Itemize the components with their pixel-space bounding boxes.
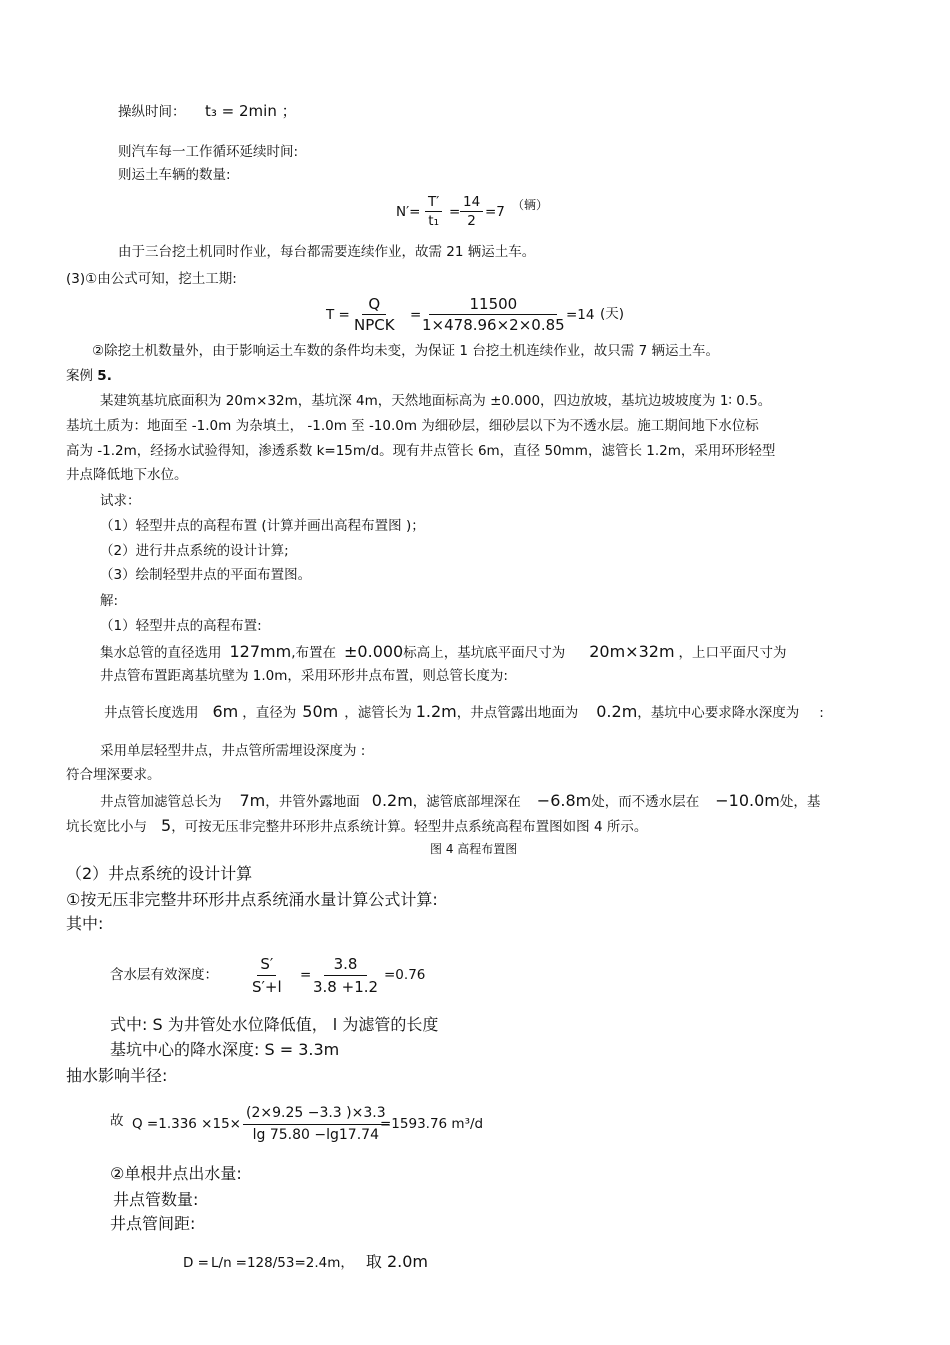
formula-q-coefficient: Q =1.336 ×15× — [132, 1116, 241, 1132]
text-case-desc-3: 高为 -1.2m，经扬水试验得知，渗透系数 k=15m/d。现有井点管长 6m，直径 50mm，滤管长 1.2m，采用环形轻型 — [66, 443, 776, 459]
text-truck-conclusion: 由于三台挖土机同时作业，每台都需要连续作业，故需 21 辆运土车。 — [118, 244, 536, 260]
formula-depth-num-1: S′ — [257, 954, 276, 976]
formula-n-fraction-1 — [425, 194, 442, 229]
formula-t-den-2: 1×478.96×2×0.85 — [422, 316, 565, 334]
text-formula-method: ①按无压非完整井环形井点系统涌水量计算公式计算: — [66, 890, 438, 909]
text-pipe-distance: 井点管布置距离基坑壁为 1.0m，采用环形井点布置，则总管长度为: — [100, 668, 508, 684]
formula-depth-result: =0.76 — [384, 967, 426, 983]
formula-d: D = L/n =128/53=2.4m， 取 2.0m — [183, 1252, 429, 1271]
formula-q-result: =1593.76 m³/d — [380, 1116, 484, 1132]
text-case-desc-1: 某建筑基坑底面积为 20m×32m，基坑深 4m，天然地面标高为 ±0.000，四边放坡，基坑边坡坡度为 1∶ 0.5。 — [100, 393, 772, 409]
formula-n-prefix: N′= — [396, 204, 421, 220]
formula-depth-label: 含水层有效深度： — [110, 967, 218, 983]
formula-t-prefix: T = — [326, 307, 350, 323]
formula-depth-den-1: S′+l — [252, 978, 282, 996]
formula-t-fraction-1 — [354, 295, 395, 334]
text-case-desc-2: 基坑土质为：地面至 -1.0m 为杂填土， -1.0m 至 -10.0m 为细砂层，细砂层以下为不透水层。施工期间地下水位标 — [66, 418, 759, 434]
formula-depth-fraction-1 — [252, 954, 282, 997]
formula-n-eq: = — [449, 204, 461, 220]
formula-depth-den-2: 3.8 +1.2 — [313, 978, 379, 996]
text-excavation-period: (3)①由公式可知，挖土工期: — [66, 271, 237, 287]
text-task-2: （2）进行井点系统的设计计算; — [100, 543, 289, 559]
text-symbol-explanation: 式中: S 为井管处水位降低值， l 为滤管的长度 — [110, 1015, 439, 1034]
text-header-pipe: 集水总管的直径选用 127mm,布置在 ±0.000标高上，基坑底平面尺寸为 20m×32m ，上口平面尺寸为 — [100, 642, 787, 661]
formula-t-eq: = — [410, 307, 422, 323]
formula-t-result: =14 — [566, 307, 595, 323]
formula-q-num: (2×9.25 −3.3 )×3.3 — [243, 1104, 389, 1125]
formula-q-prefix: 故 — [110, 1113, 124, 1129]
formula-n-unit: （辆） — [512, 198, 549, 212]
text-total-length: 井点管加滤管总长为 7m，井管外露地面 0.2m，滤管底部埋深在 −6.8m处，而不透水层在 −10.0m处，基 — [100, 791, 821, 810]
formula-t-den-1: NPCK — [354, 316, 395, 334]
formula-t-num-1: Q — [362, 295, 386, 315]
text-truck-count-label: 则运土车辆的数量: — [118, 167, 231, 183]
formula-q-fraction — [243, 1104, 389, 1145]
text-solution-1: （1）轻型井点的高程布置: — [100, 618, 262, 634]
formula-t-num-2: 11500 — [429, 295, 557, 315]
text-case-desc-4: 井点降低地下水位。 — [66, 467, 188, 483]
formula-n-result: =7 — [485, 204, 505, 220]
text-operation-time-label: 操纵时间： — [118, 104, 186, 120]
formula-n-den-2: 2 — [467, 213, 476, 229]
text-single-excavator: ②除挖土机数量外，由于影响运土车数的条件均未变，为保证 1 台挖土机连续作业，故只需 7 辆运土车。 — [92, 343, 719, 359]
formula-depth-num-2: 3.8 — [324, 954, 368, 976]
text-single-well-flow: ②单根井点出水量: — [110, 1164, 242, 1183]
formula-depth-fraction-2 — [313, 954, 378, 997]
text-well-spacing: 井点管间距: — [110, 1214, 196, 1233]
formula-t-unit: (天) — [600, 306, 625, 322]
formula-q-den: lg 75.80 −lg17.74 — [252, 1127, 379, 1143]
section-design-calc: （2）井点系统的设计计算 — [66, 864, 253, 883]
text-embed-depth: 采用单层轻型井点，井点管所需埋设深度为 : — [100, 743, 366, 759]
text-well-count: 井点管数量: — [113, 1190, 199, 1209]
text-operation-time-value: t₃ = 2min ； — [205, 102, 297, 120]
formula-n-num-1: T′ — [425, 194, 442, 212]
text-well-pipe-length: 井点管长度选用 6m ，直径为 50m ，滤管长为 1.2m，井点管露出地面为 0.2m，基坑中心要求降水深度为 : — [104, 702, 824, 721]
text-ratio: 坑长宽比小与 5，可按无压非完整井环形井点系统计算。轻型井点系统高程布置图如图 4 所示。 — [66, 816, 648, 835]
formula-depth-eq: = — [300, 967, 312, 983]
text-requirement-ok: 符合埋深要求。 — [66, 767, 161, 783]
formula-t-fraction-2 — [422, 295, 565, 334]
text-influence-radius: 抽水影响半径: — [66, 1066, 168, 1085]
text-center-drawdown: 基坑中心的降水深度: S = 3.3m — [110, 1040, 340, 1059]
formula-n-fraction-2 — [460, 194, 483, 229]
text-task-3: （3）绘制轻型井点的平面布置图。 — [100, 567, 312, 583]
text-task-1: （1）轻型井点的高程布置 (计算并画出高程布置图 )； — [100, 518, 425, 534]
case-title-label: 案例 5. — [66, 368, 112, 384]
figure-caption: 图 4 高程布置图 — [430, 842, 518, 856]
text-task-label: 试求： — [100, 493, 141, 509]
formula-n-num-2: 14 — [460, 194, 483, 212]
formula-n-den-1: t₁ — [428, 213, 440, 229]
text-where: 其中: — [66, 914, 104, 933]
text-cycle-time: 则汽车每一工作循环延续时间: — [118, 144, 299, 160]
text-solution-label: 解: — [100, 593, 119, 609]
